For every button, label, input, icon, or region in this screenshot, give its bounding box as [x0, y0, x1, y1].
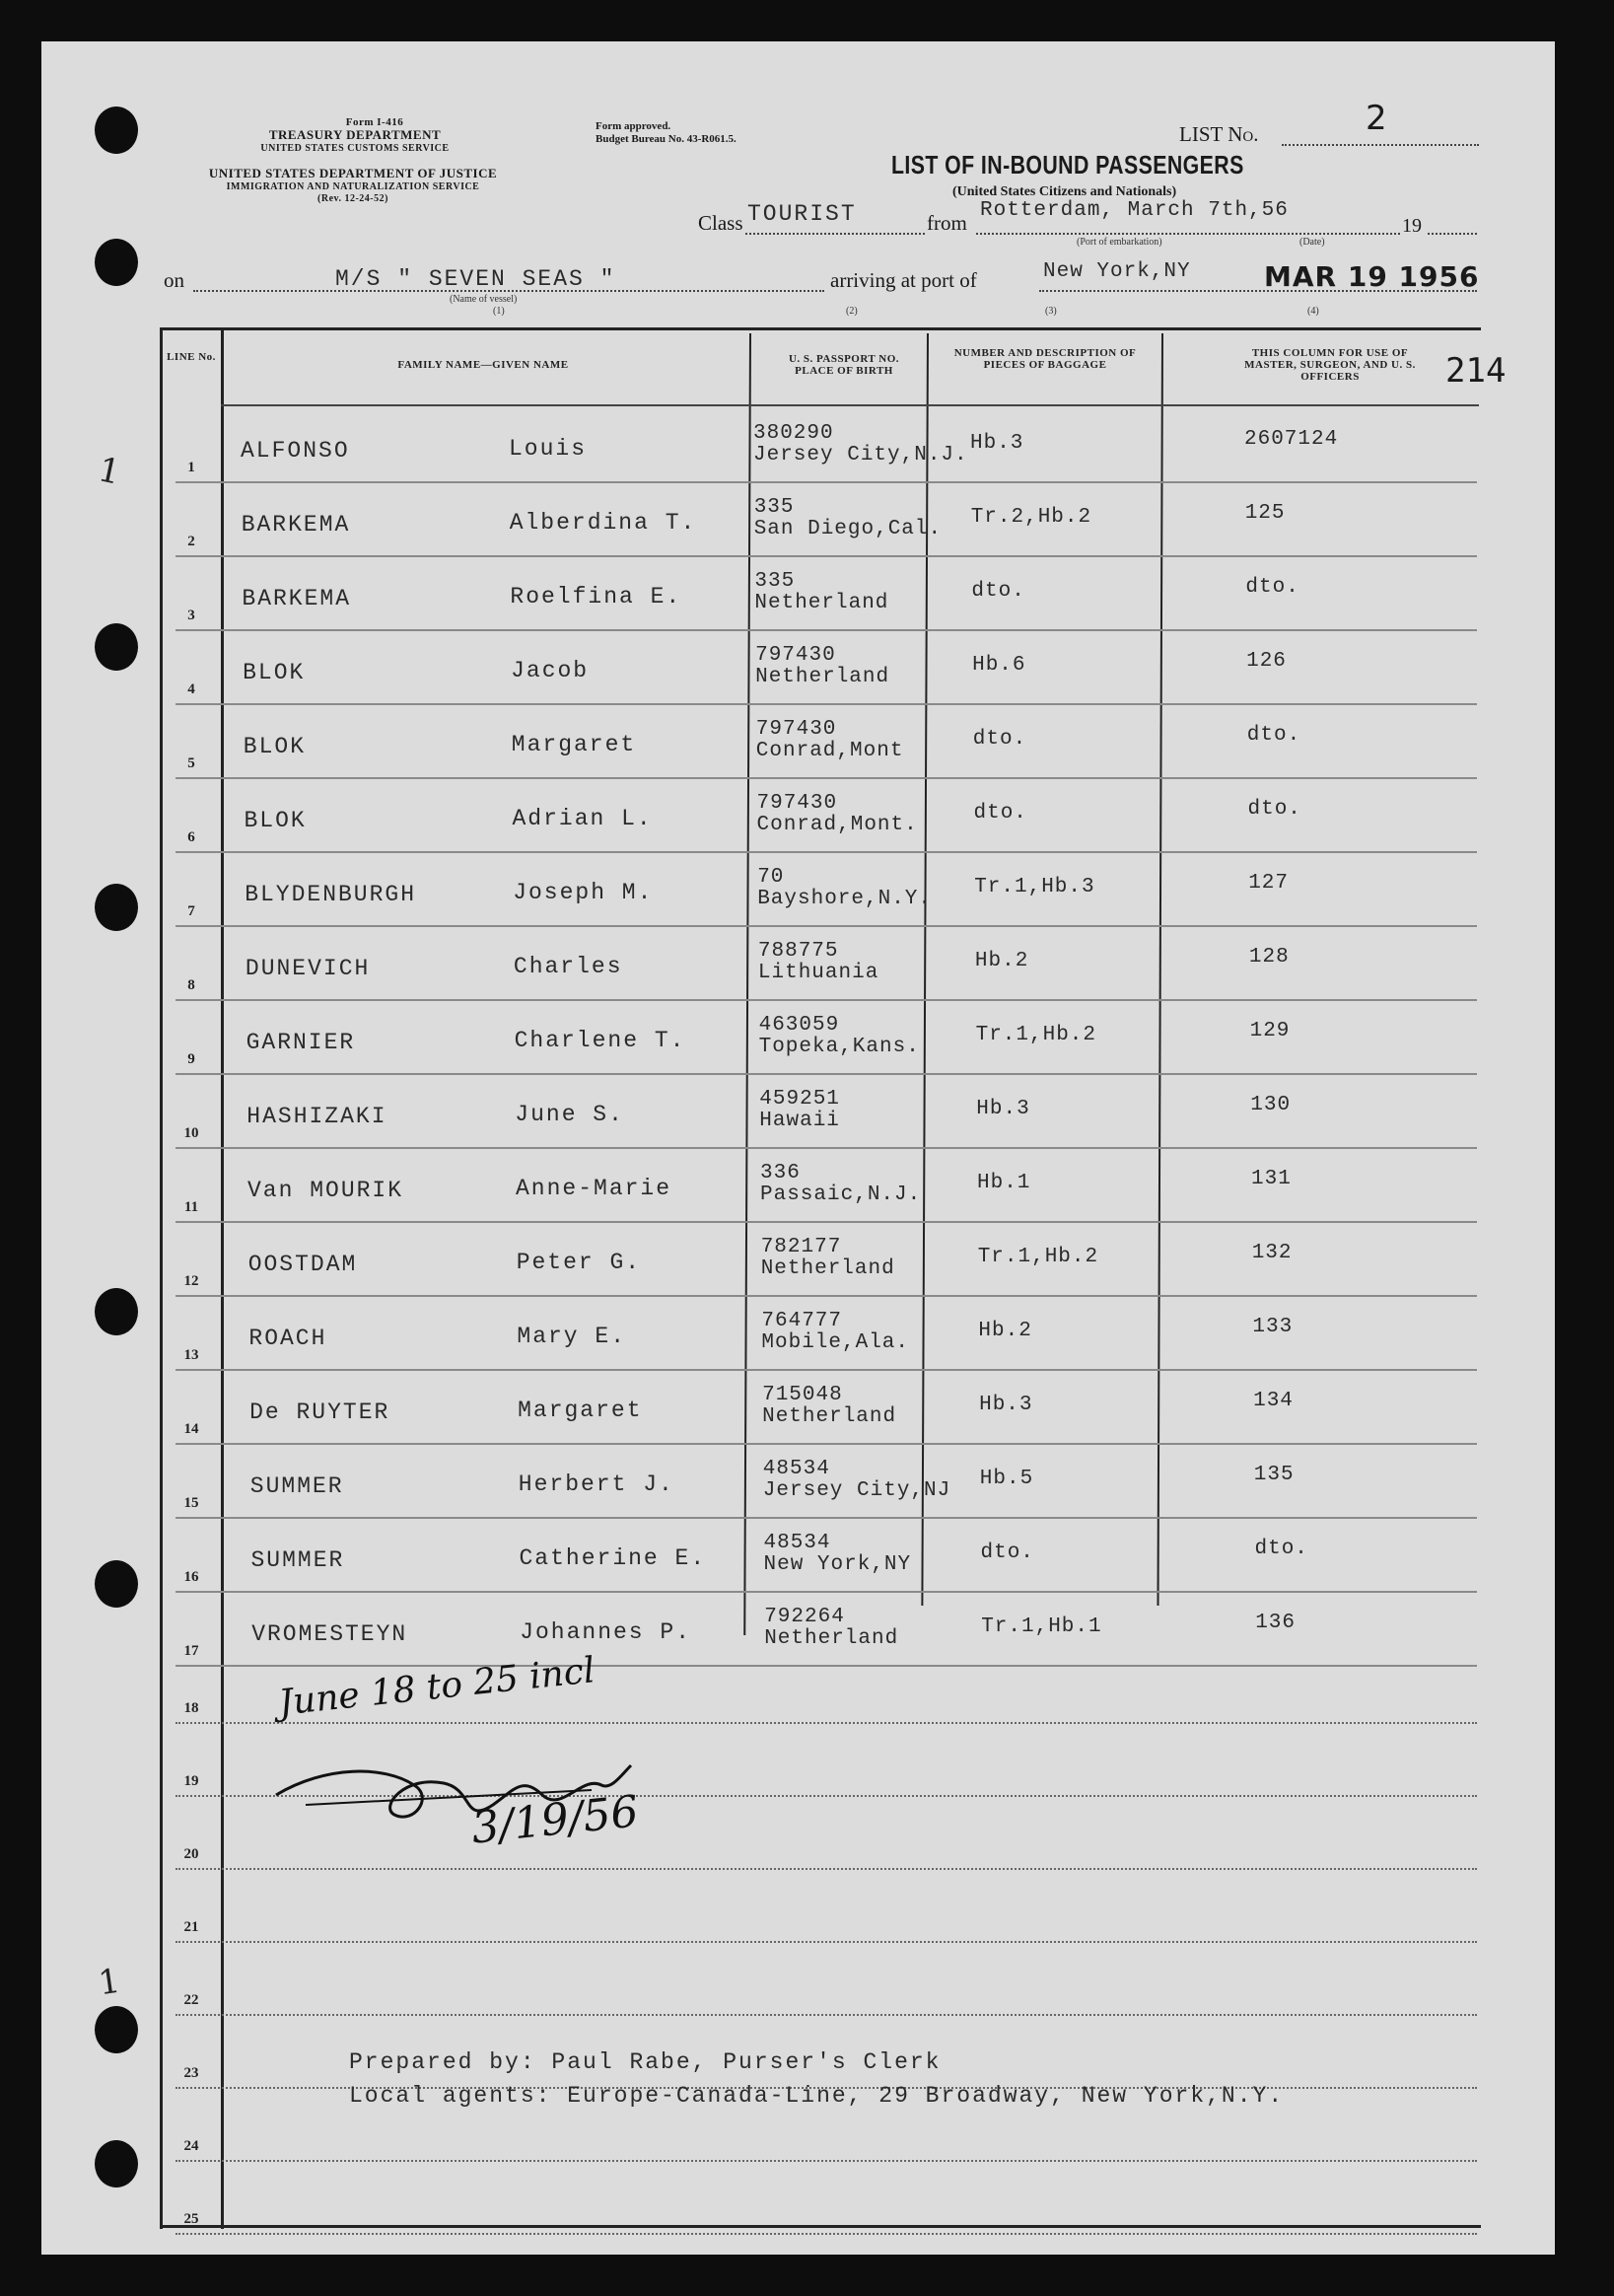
- officer-number: 132: [1251, 1242, 1293, 1264]
- line-number: 3: [187, 608, 195, 623]
- table-bottom-border: [160, 2225, 1481, 2228]
- col-header-officers: THIS COLUMN FOR USE OF MASTER, SURGEON, AND U. S. OFFICERS: [1244, 347, 1416, 383]
- passport-number: 48534: [763, 1532, 831, 1554]
- place-of-birth: Mobile,Ala.: [761, 1331, 910, 1354]
- officer-number: 127: [1248, 872, 1289, 895]
- margin-tick-mark: 1: [95, 450, 124, 493]
- row-rule: [175, 1517, 1477, 1519]
- given-name: Margaret: [511, 732, 637, 757]
- row-rule: [175, 1073, 1477, 1075]
- officer-number: 2607124: [1244, 428, 1339, 451]
- arriving-label: arriving at port of: [830, 268, 977, 292]
- given-name: Louis: [509, 436, 588, 462]
- family-name: De RUYTER: [249, 1399, 390, 1425]
- place-of-birth: New York,NY: [763, 1553, 912, 1576]
- handwritten-note: June 18 to 25 incl: [276, 1650, 597, 1724]
- place-of-birth: Conrad,Mont: [755, 740, 904, 762]
- line-number: 10: [183, 1125, 199, 1141]
- family-name: VROMESTEYN: [251, 1621, 408, 1647]
- vessel-caption: (Name of vessel): [450, 294, 518, 305]
- line-number: 13: [183, 1347, 199, 1363]
- given-name: Peter G.: [516, 1250, 642, 1275]
- passport-number: 792264: [764, 1606, 845, 1628]
- family-name: BARKEMA: [242, 586, 352, 611]
- date-caption: (Date): [1299, 237, 1325, 248]
- from-label: from: [927, 211, 967, 235]
- customs-service: UNITED STATES CUSTOMS SERVICE: [260, 143, 450, 154]
- given-name: Mary E.: [517, 1324, 627, 1349]
- passport-number: 335: [753, 496, 795, 519]
- line-number: 4: [187, 682, 195, 697]
- line-number: 12: [183, 1273, 199, 1289]
- family-name: BLOK: [244, 808, 307, 833]
- line-number: 25: [183, 2211, 199, 2227]
- family-name: SUMMER: [250, 1547, 345, 1573]
- line-number: 1: [187, 460, 195, 475]
- document-title: LIST OF IN-BOUND PASSENGERS: [891, 150, 1244, 179]
- list-number: 2: [1366, 99, 1387, 138]
- prepared-by: Prepared by: Paul Rabe, Purser's Clerk: [349, 2049, 942, 2075]
- line-number: 24: [183, 2138, 199, 2154]
- row-rule: [175, 1295, 1477, 1297]
- line-number: 5: [187, 755, 195, 771]
- punch-hole: [95, 1288, 138, 1335]
- table-top-border: [160, 327, 1481, 330]
- row-rule: [175, 1665, 1477, 1667]
- ins-service: IMMIGRATION AND NATURALIZATION SERVICE: [226, 181, 480, 192]
- col-header-name: FAMILY NAME—GIVEN NAME: [397, 359, 569, 371]
- given-name: Adrian L.: [512, 806, 653, 831]
- row-rule: [175, 1369, 1477, 1371]
- place-of-birth: San Diego,Cal.: [753, 518, 943, 540]
- local-agents: Local agents: Europe-Canada-Line, 29 Broadway, New York,N.Y.: [349, 2083, 1285, 2109]
- col-header-baggage: NUMBER AND DESCRIPTION OF PIECES OF BAGGAGE: [953, 347, 1137, 371]
- family-name: DUNEVICH: [245, 956, 371, 981]
- line-number: 22: [183, 1992, 199, 2008]
- vessel-name: M/S " SEVEN SEAS ": [335, 266, 616, 292]
- punch-hole: [95, 239, 138, 286]
- family-name: BLOK: [243, 660, 306, 685]
- passport-number: 335: [754, 570, 796, 593]
- form-approved: Form approved.: [596, 120, 671, 132]
- baggage: dto.: [973, 802, 1027, 825]
- baggage: Hb.1: [977, 1172, 1031, 1194]
- place-of-birth: Netherland: [755, 666, 890, 688]
- given-name: Charlene T.: [514, 1028, 686, 1053]
- passport-number: 336: [760, 1162, 801, 1184]
- row-rule: [175, 1722, 1477, 1724]
- row-rule: [175, 2014, 1477, 2016]
- col-header-passport: U. S. PASSPORT NO. PLACE OF BIRTH: [788, 353, 900, 377]
- on-label: on: [164, 268, 184, 292]
- row-rule: [175, 629, 1477, 631]
- family-name: HASHIZAKI: [246, 1104, 387, 1129]
- place-of-birth: Topeka,Kans.: [758, 1036, 920, 1058]
- line-number: 7: [187, 903, 195, 919]
- officer-number: 131: [1251, 1168, 1292, 1190]
- place-of-birth: Hawaii: [759, 1110, 840, 1132]
- passport-number: 797430: [756, 792, 838, 815]
- place-of-birth: Jersey City,NJ: [762, 1479, 951, 1502]
- punch-hole: [95, 1560, 138, 1608]
- row-rule: [175, 703, 1477, 705]
- page-number: 214: [1445, 351, 1507, 391]
- class-label: Class: [698, 211, 743, 235]
- officer-number: 130: [1250, 1094, 1292, 1116]
- from-line: [976, 233, 1400, 235]
- row-rule: [175, 999, 1477, 1001]
- passport-number: 463059: [758, 1014, 840, 1037]
- line-number: 14: [183, 1421, 199, 1437]
- col-ref-4: (4): [1307, 306, 1319, 317]
- row-rule: [175, 1221, 1477, 1223]
- row-rule: [175, 2233, 1477, 2235]
- passport-number: 764777: [761, 1310, 843, 1332]
- place-of-birth: Passaic,N.J.: [760, 1184, 922, 1206]
- line-number: 2: [187, 534, 195, 549]
- row-rule: [175, 1147, 1477, 1149]
- family-name: BARKEMA: [241, 512, 351, 538]
- officer-number: dto.: [1245, 576, 1299, 599]
- col-header-line: LINE No.: [167, 351, 216, 363]
- officer-number: dto.: [1254, 1538, 1308, 1560]
- punch-hole: [95, 623, 138, 671]
- punch-hole: [95, 2006, 138, 2053]
- family-name: Van MOURIK: [247, 1178, 404, 1203]
- row-rule: [175, 777, 1477, 779]
- place-of-birth: Jersey City,N.J.: [753, 444, 968, 466]
- line-number: 20: [183, 1846, 199, 1862]
- row-rule: [175, 555, 1477, 557]
- line-number: 21: [183, 1919, 199, 1935]
- officer-number: 129: [1249, 1020, 1291, 1042]
- officer-number: 128: [1248, 946, 1290, 969]
- place-of-birth: Lithuania: [757, 962, 879, 984]
- row-rule: [175, 925, 1477, 927]
- line-number: 11: [183, 1199, 199, 1215]
- baggage: Hb.3: [979, 1394, 1033, 1416]
- list-no-label: LIST No.: [1179, 122, 1259, 146]
- passport-number: 380290: [753, 422, 834, 445]
- place-of-birth: Netherland: [764, 1627, 899, 1650]
- row-rule: [175, 2160, 1477, 2162]
- header-bottom-rule: [221, 404, 1479, 406]
- line-number: 17: [183, 1643, 199, 1659]
- budget-bureau: Budget Bureau No. 43-R061.5.: [596, 133, 737, 145]
- given-name: Margaret: [518, 1398, 643, 1423]
- line-number: 16: [183, 1569, 199, 1585]
- document-subtitle: (United States Citizens and Nationals): [952, 184, 1177, 199]
- given-name: Herbert J.: [518, 1471, 674, 1497]
- class-value: TOURIST: [747, 201, 857, 227]
- baggage: dto.: [980, 1542, 1034, 1564]
- place-of-birth: Netherland: [760, 1257, 895, 1280]
- place-of-birth: Netherland: [754, 592, 889, 614]
- col-ref-3: (3): [1045, 306, 1057, 317]
- given-name: Jacob: [511, 658, 590, 683]
- passport-number: 797430: [755, 644, 836, 667]
- port-caption: (Port of embarkation): [1077, 237, 1162, 248]
- year-prefix: 19: [1402, 215, 1422, 237]
- officer-number: 133: [1252, 1316, 1294, 1338]
- officer-number: 134: [1253, 1390, 1294, 1412]
- given-name: Joseph M.: [513, 880, 654, 905]
- baggage: Hb.2: [974, 950, 1029, 972]
- baggage: Tr.1,Hb.2: [977, 1246, 1099, 1268]
- arrival-date-stamp: MAR 19 1956: [1264, 260, 1480, 293]
- row-rule: [175, 1591, 1477, 1593]
- baggage: Tr.1,Hb.1: [981, 1615, 1102, 1638]
- col-ref-2: (2): [846, 306, 858, 317]
- passport-number: 48534: [762, 1458, 830, 1480]
- passport-number: 788775: [757, 940, 839, 963]
- punch-hole: [95, 107, 138, 154]
- form-number: Form I-416: [345, 116, 404, 128]
- table-left-border: [160, 327, 163, 2229]
- officer-number: dto.: [1246, 724, 1301, 747]
- passport-number: 797430: [755, 718, 837, 741]
- place-of-birth: Netherland: [762, 1405, 897, 1428]
- line-number: 8: [187, 977, 195, 993]
- row-rule: [175, 481, 1477, 483]
- year-line: [1428, 233, 1477, 235]
- baggage: Hb.6: [972, 654, 1026, 677]
- line-column-divider: [221, 327, 224, 2229]
- passport-number: 459251: [759, 1088, 840, 1111]
- given-name: Charles: [513, 954, 623, 979]
- baggage: Tr.1,Hb.2: [975, 1024, 1097, 1046]
- family-name: GARNIER: [246, 1030, 356, 1055]
- punch-hole: [95, 884, 138, 931]
- family-name: BLOK: [243, 734, 307, 759]
- treasury-dept: TREASURY DEPARTMENT: [268, 127, 442, 142]
- baggage: Hb.3: [970, 432, 1024, 455]
- margin-tick-mark: 1: [96, 1961, 123, 2004]
- baggage: Hb.5: [979, 1468, 1034, 1490]
- officer-number: 125: [1244, 502, 1286, 525]
- row-rule: [175, 1868, 1477, 1870]
- handwritten-date: 3/19/56: [468, 1786, 641, 1854]
- family-name: OOSTDAM: [247, 1252, 358, 1277]
- passport-number: 70: [757, 866, 785, 889]
- baggage: dto.: [972, 728, 1027, 751]
- baggage: Tr.1,Hb.3: [974, 876, 1095, 898]
- arrival-port: New York,NY: [1043, 260, 1191, 283]
- line-number: 23: [183, 2065, 199, 2081]
- punch-hole: [95, 2140, 138, 2188]
- given-name: Roelfina E.: [510, 584, 682, 610]
- row-rule: [175, 1941, 1477, 1943]
- line-number: 18: [183, 1700, 199, 1716]
- revision: (Rev. 12-24-52): [317, 193, 388, 204]
- officer-number: dto.: [1247, 798, 1301, 821]
- row-rule: [175, 1443, 1477, 1445]
- officer-number: 126: [1246, 650, 1287, 673]
- given-name: Alberdina T.: [509, 510, 697, 536]
- row-rule: [175, 851, 1477, 853]
- passport-number: 782177: [760, 1236, 842, 1258]
- passport-number: 715048: [762, 1384, 843, 1406]
- officer-number: 135: [1253, 1464, 1295, 1486]
- given-name: June S.: [515, 1102, 624, 1127]
- given-name: Johannes P.: [520, 1619, 692, 1645]
- from-value: Rotterdam, March 7th,56: [980, 199, 1289, 222]
- place-of-birth: Bayshore,N.Y.: [757, 888, 933, 910]
- line-number: 15: [183, 1495, 199, 1511]
- line-number: 19: [183, 1773, 199, 1789]
- given-name: Catherine E.: [519, 1545, 707, 1571]
- baggage: Hb.3: [976, 1098, 1030, 1120]
- col-ref-1: (1): [493, 306, 505, 317]
- family-name: BLYDENBURGH: [245, 882, 417, 907]
- list-no-line: [1282, 144, 1479, 146]
- baggage: Tr.2,Hb.2: [970, 506, 1092, 529]
- given-name: Anne-Marie: [516, 1176, 672, 1201]
- line-number: 9: [187, 1051, 195, 1067]
- line-number: 6: [187, 829, 195, 845]
- family-name: SUMMER: [249, 1473, 344, 1499]
- place-of-birth: Conrad,Mont.: [756, 814, 918, 836]
- officer-number: 136: [1255, 1612, 1296, 1634]
- justice-dept: UNITED STATES DEPARTMENT OF JUSTICE: [208, 166, 498, 180]
- family-name: ALFONSO: [241, 438, 350, 464]
- baggage: dto.: [971, 580, 1025, 603]
- class-line: [745, 233, 925, 235]
- family-name: ROACH: [248, 1326, 327, 1351]
- baggage: Hb.2: [978, 1320, 1032, 1342]
